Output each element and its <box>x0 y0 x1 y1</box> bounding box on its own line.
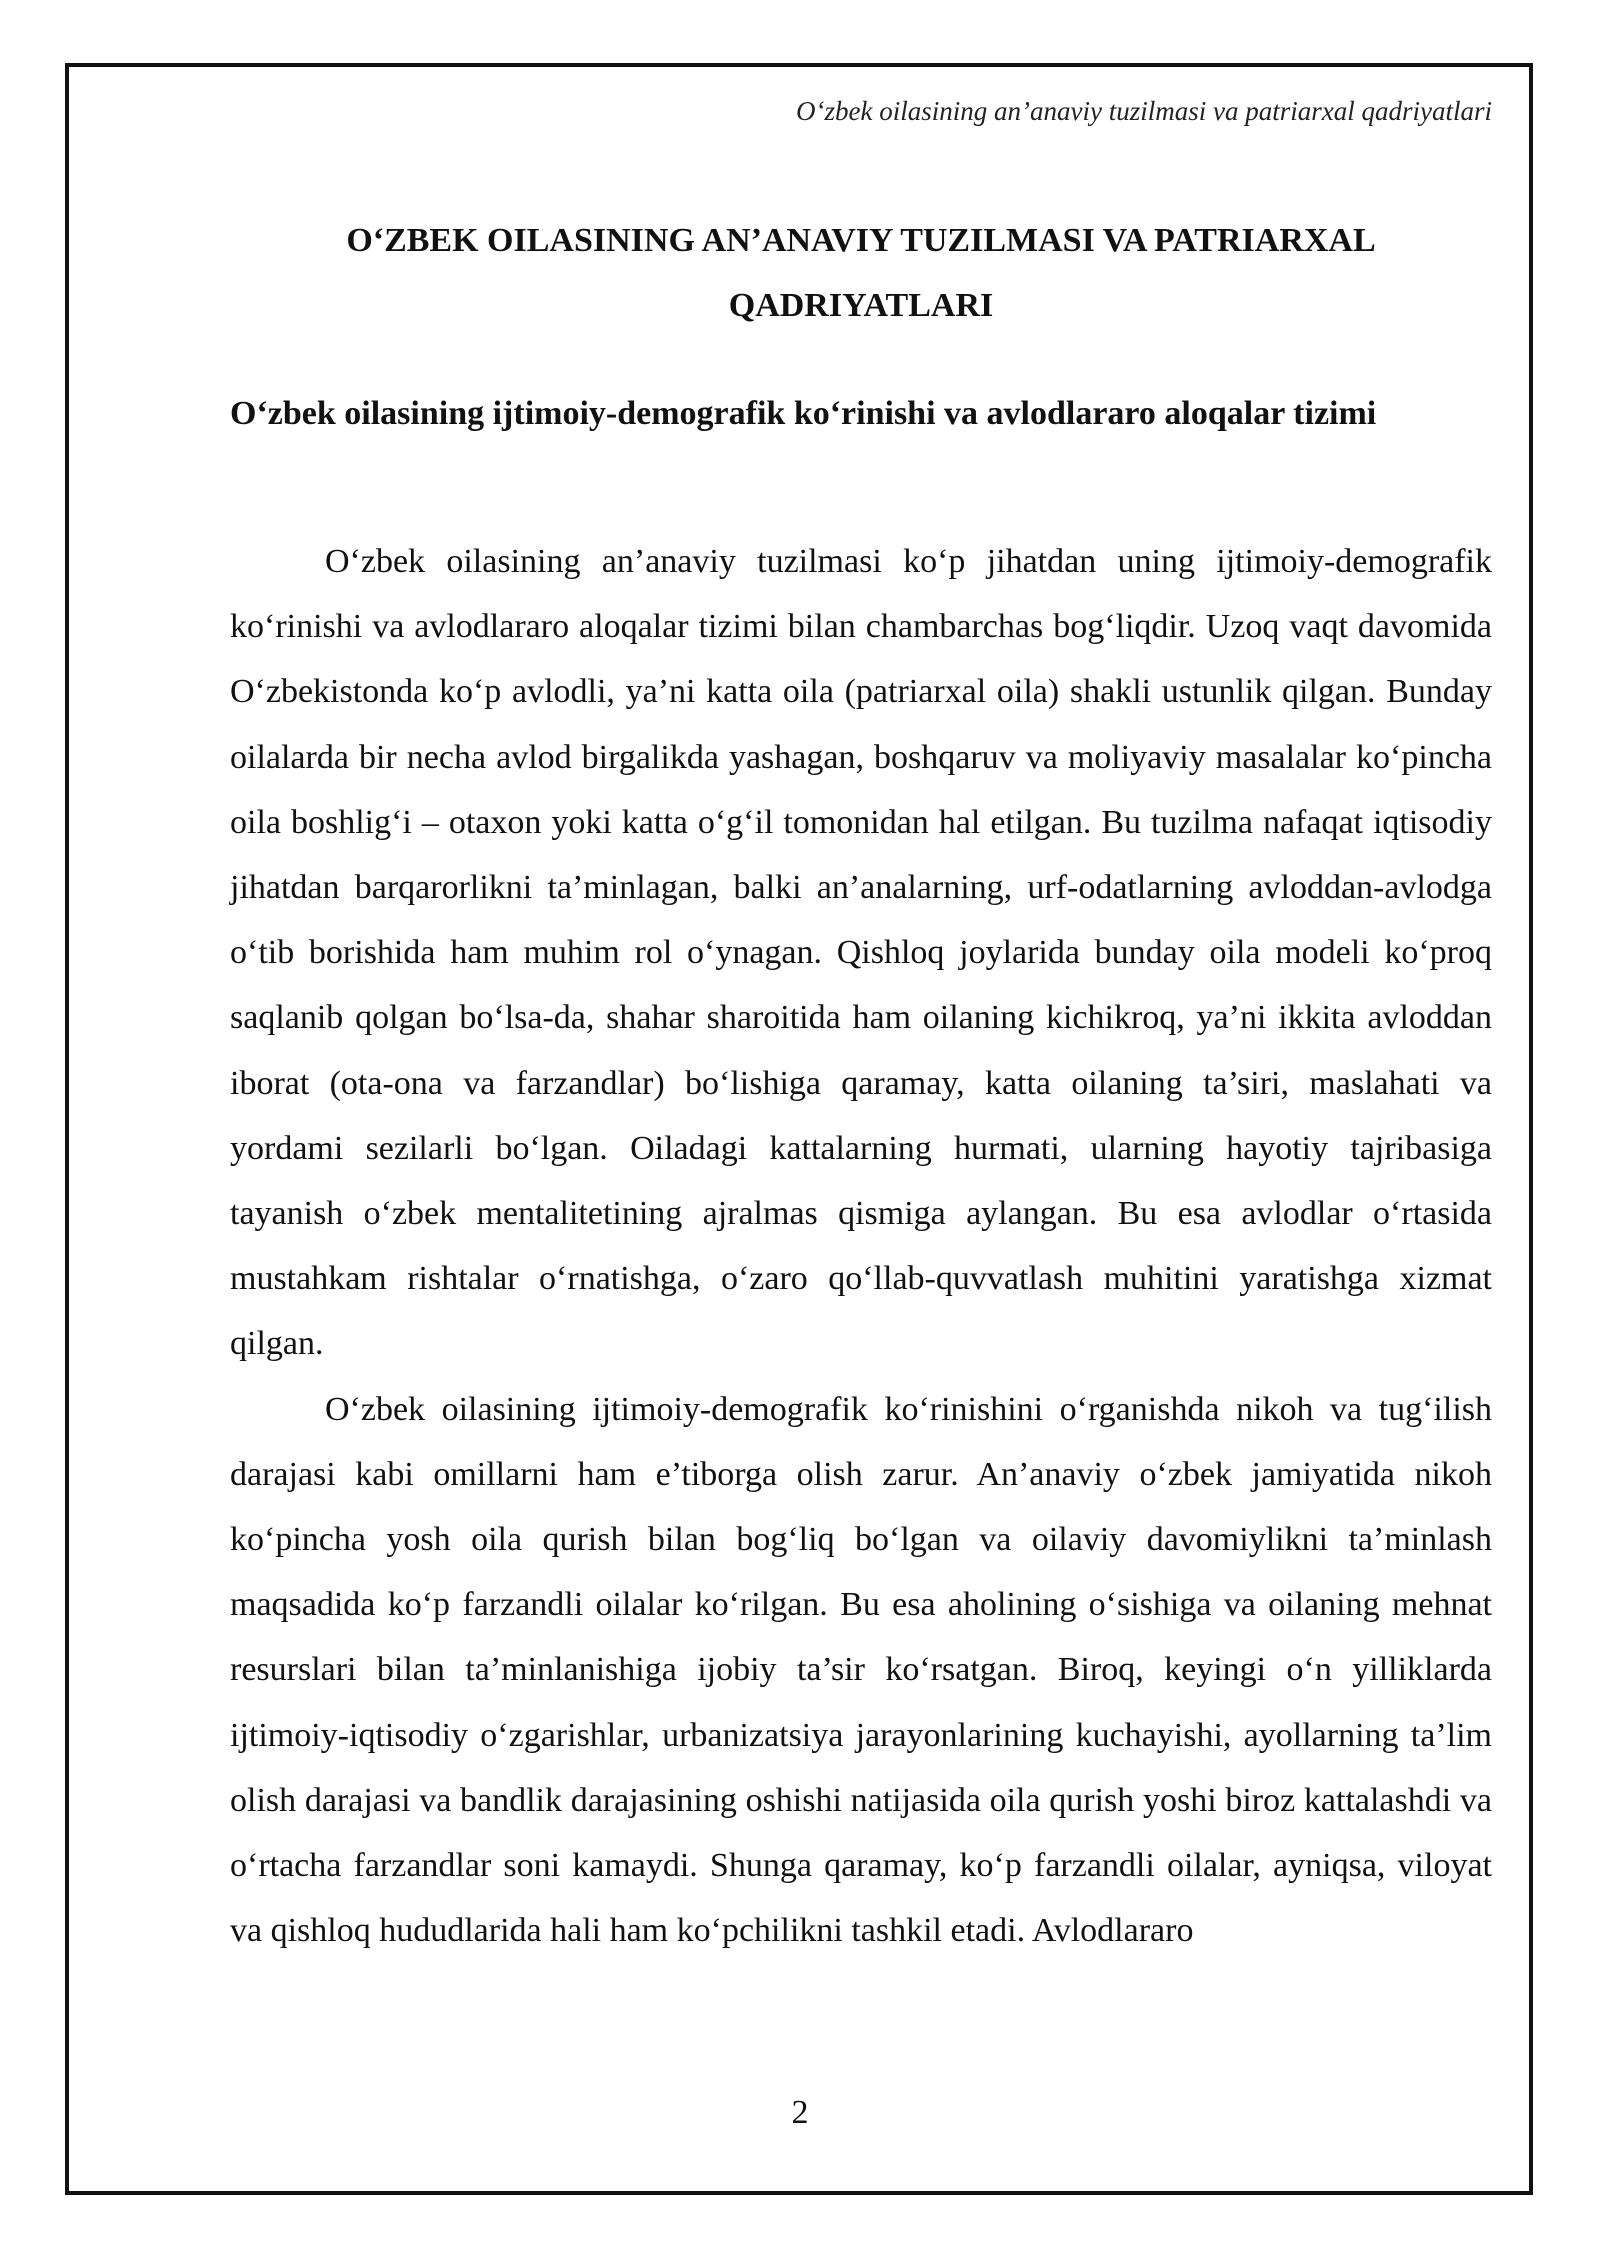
body-text <box>230 529 1492 1963</box>
paragraph-2: O‘zbek oilasining ijtimoiy-demografik ko‘rinishini o‘rganishda nikoh va tug‘ilish darajasi kabi omillarni ham e’tiborga olish zarur. An’anaviy o‘zbek jamiyatida nikoh ko‘pincha yosh oila qurish bilan bog‘liq bo‘lgan va oilaviy davomiylikni ta’minlash maqsadida ko‘p farzandli oilalar ko‘rilgan. Bu esa aholining o‘sishiga va oilaning mehnat resurslari bilan ta’minlanishiga ijobiy ta’sir ko‘rsatgan. Biroq, keyingi o‘n yilliklarda ijtimoiy-iqtisodiy o‘zgarishlar, urbanizatsiya jarayonlarining kuchayishi, ayollarning ta’lim olish darajasi va bandlik darajasining oshishi natijasida oila qurish yoshi biroz kattalashdi va o‘rtacha farzandlar soni kamaydi. Shunga qaramay, ko‘p farzandli oilalar, ayniqsa, viloyat va qishloq hududlarida hali ham ko‘pchilikni tashkil etadi. Avlodlararo <box>230 1390 1492 1950</box>
paragraph-1: O‘zbek oilasining an’anaviy tuzilmasi ko‘p jihatdan uning ijtimoiy-demografik ko‘rinishi va avlodlararo aloqalar tizimi bilan chambarchas bog‘liqdir. Uzoq vaqt davomida O‘zbekistonda ko‘p avlodli, ya’ni katta oila (patriarxal oila) shakli ustunlik qilgan. Bunday oilalarda bir necha avlod birgalikda yashagan, boshqaruv va moliyaviy masalalar ko‘pincha oila boshlig‘i – otaxon yoki katta o‘g‘il tomonidan hal etilgan. Bu tuzilma nafaqat iqtisodiy jihatdan barqarorlikni ta’minlagan, balki an’analarning, urf-odatlarning avloddan-avlodga o‘tib borishida ham muhim rol o‘ynagan. Qishloq joylarida bunday oila modeli ko‘proq saqlanib qolgan bo‘lsa-da, shahar sharoitida ham oilaning kichikroq, ya’ni ikkita avloddan iborat (ota-ona va farzandlar) bo‘lishiga qaramay, katta oilaning ta’siri, maslahati va yordami sezilarli bo‘lgan. Oiladagi kattalarning hurmati, ularning hayotiy tajribasiga tayanish o‘zbek mentalitetining ajralmas qismiga aylangan. Bu esa avlodlar o‘rtasida mustahkam rishtalar o‘rnatishga, o‘zaro qo‘llab-quvvatlash muhitini yaratishga xizmat qilgan. <box>230 543 1492 1363</box>
running-header: O‘zbek oilasining an’anaviy tuzilmasi va patriarxal qadriyatlari <box>796 96 1492 126</box>
page-number: 2 <box>791 2094 809 2131</box>
document-title: O‘ZBEK OILASINING AN’ANAVIY TUZILMASI VA PATRIARXAL QADRIYATLARI <box>346 222 1376 324</box>
section-heading: O‘zbek oilasining ijtimoiy-demografik ko‘rinishi va avlodlararo aloqalar tizimi <box>230 395 1377 432</box>
